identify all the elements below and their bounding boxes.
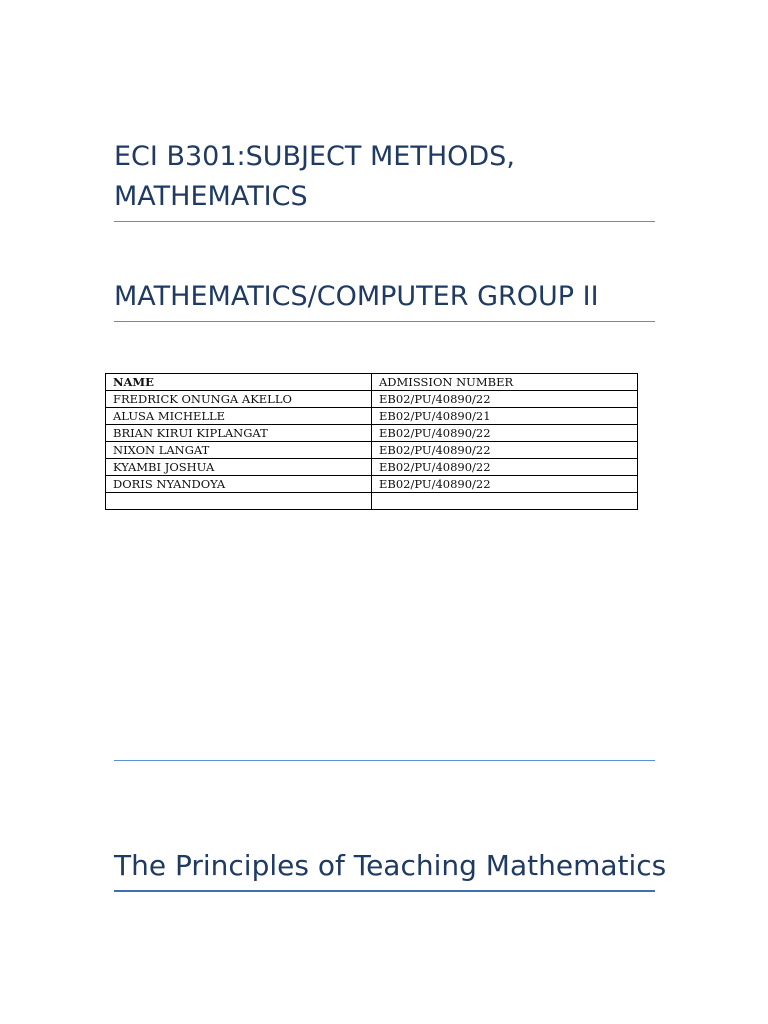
table-row: [106, 425, 638, 442]
member-admission: EB02/PU/40890/22: [372, 476, 638, 493]
members-table: [105, 373, 638, 510]
group-title: MATHEMATICS/COMPUTER GROUP II: [114, 281, 599, 312]
table-row: [106, 459, 638, 476]
member-admission: EB02/PU/40890/22: [372, 391, 638, 408]
table-row: [106, 408, 638, 425]
member-name: ALUSA MICHELLE: [106, 408, 372, 425]
group-underline: [114, 321, 655, 322]
section-divider: [114, 760, 655, 761]
member-name: NIXON LANGAT: [106, 442, 372, 459]
title-underline: [114, 221, 655, 222]
section-title-underline: [114, 890, 655, 892]
member-admission: EB02/PU/40890/21: [372, 408, 638, 425]
member-admission: [372, 493, 638, 510]
table-header-row: [106, 374, 638, 391]
member-admission: EB02/PU/40890/22: [372, 425, 638, 442]
course-title: ECI B301:SUBJECT METHODS, MATHEMATICS: [114, 141, 515, 212]
name-column-header: NAME: [106, 374, 372, 391]
member-admission: EB02/PU/40890/22: [372, 442, 638, 459]
admission-column-header: ADMISSION NUMBER: [372, 374, 638, 391]
member-name: [106, 493, 372, 510]
member-name: KYAMBI JOSHUA: [106, 459, 372, 476]
member-admission: EB02/PU/40890/22: [372, 459, 638, 476]
table-row-empty: [106, 493, 638, 510]
section-title: The Principles of Teaching Mathematics: [114, 849, 667, 882]
table-row: [106, 442, 638, 459]
member-name: DORIS NYANDOYA: [106, 476, 372, 493]
table-row: [106, 391, 638, 408]
member-name: FREDRICK ONUNGA AKELLO: [106, 391, 372, 408]
table-row: [106, 476, 638, 493]
member-name: BRIAN KIRUI KIPLANGAT: [106, 425, 372, 442]
